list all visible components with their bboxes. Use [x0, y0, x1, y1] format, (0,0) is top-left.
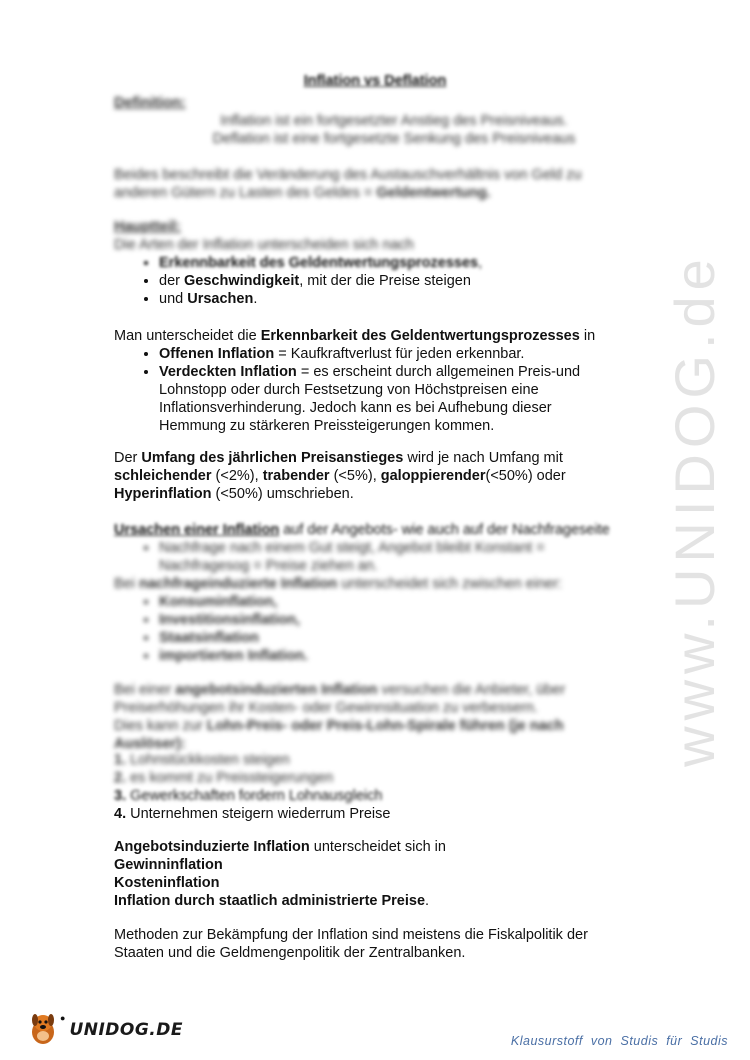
- demand-type-item: • Investitionsinflation,: [159, 611, 614, 629]
- types-item: • der Geschwindigkeit, mit der die Preise steigen: [159, 272, 614, 290]
- demand-intro: Bei nachfrageinduzierte Inflation unterscheidet sich zwischen einer:: [114, 576, 563, 592]
- supply-paragraph: Bei einer angebotsinduzierten Inflation versuchen die Anbieter, über Preiserhöhungen ihr Kosten- oder Gewinnsituation zu verbessern.: [114, 682, 566, 716]
- spiral-step: 4. Unternehmen steigern wiederrum Preise: [114, 806, 391, 822]
- recognizability-intro: Man unterscheidet die Erkennbarkeit des Geldentwertungsprozesses in: [114, 328, 596, 344]
- definition-heading: Definition:: [114, 95, 186, 111]
- supply-kind: Gewinninflation: [114, 857, 223, 873]
- demand-list: [114, 539, 614, 575]
- types-item: • Erkennbarkeit des Geldentwertungsprozesses,: [159, 254, 614, 272]
- unidog-logo: [26, 1010, 183, 1050]
- spiral-paragraph: Dies kann zur Lohn-Preis- oder Preis-Lohn-Spirale führen (je nach Auslöser):: [114, 718, 564, 752]
- both-bold: Geldentwertung.: [376, 185, 491, 201]
- types-list: [114, 254, 614, 308]
- spiral-step: 3. Gewerkschaften fordern Lohnausgleich: [114, 788, 383, 804]
- main-heading: Hauptteil:: [114, 219, 181, 235]
- demand-type-item: • Konsuminflation,: [159, 593, 614, 611]
- recognizability-item: • Verdeckten Inflation = es erscheint durch allgemeinen Preis-und Lohnstopp oder durch Festsetzung von Höchstpreisen eine Inflationsverhinderung. Jedoch kann es bei Aufhebung dieser Hemmung zu stärkeren Preissteigerungen kommen.: [159, 363, 599, 435]
- supply-split-section: [114, 838, 614, 910]
- spiral-step: 2. es kommt zu Preissteigerungen: [114, 770, 334, 786]
- spiral-steps: [114, 751, 534, 823]
- paw-icon: ●: [60, 1013, 66, 1023]
- causes-heading: Ursachen einer Inflation auf der Angebots- wie auch auf der Nachfrageseite: [114, 522, 610, 538]
- supply-section: [114, 681, 594, 753]
- recognizability-section: [114, 327, 634, 435]
- supply-split-intro: Angebotsinduzierte Inflation unterscheidet sich in: [114, 839, 446, 855]
- watermark-text: www.UNIDOG.de: [663, 253, 727, 767]
- supply-kind: Inflation durch staatlich administrierte Preise.: [114, 893, 430, 909]
- demand-item: • Nachfrage nach einem Gut steigt, Angebot bleibt Konstant = Nachfragesog = Preise ziehen an.: [159, 539, 579, 575]
- demand-type-item: • Staatsinflation: [159, 629, 614, 647]
- main-intro: Die Arten der Inflation unterscheiden sich nach: [114, 237, 414, 253]
- spiral-step: 1. Lohnstückkosten steigen: [114, 752, 290, 768]
- logo-text: UNIDOG.DE: [69, 1020, 183, 1040]
- types-item: • und Ursachen.: [159, 290, 614, 308]
- demand-types-list: [114, 593, 614, 665]
- both-paragraph: [114, 166, 609, 202]
- definition-section: [114, 94, 614, 148]
- footer-tagline: Klausurstoff von Studis für Studis: [510, 1034, 728, 1048]
- demand-type-item: • importierten Inflation.: [159, 647, 614, 665]
- demand-section: [114, 539, 614, 665]
- both-text: Beides beschreibt die Veränderung des Austauschverhältnis von Geld zu anderen Gütern zu Lasten des Geldes =: [114, 167, 582, 201]
- recognizability-list: [114, 345, 634, 435]
- definition-line-1: Inflation ist ein fortgesetzter Anstieg des Preisniveaus.: [220, 113, 568, 129]
- speed-paragraph: Der Umfang des jährlichen Preisanstieges wird je nach Umfang mit schleichender (<2%), trabender (<5%), galoppierender(<50%) oder Hyperinflation (<50%) umschrieben.: [114, 450, 566, 502]
- main-section: [114, 218, 614, 308]
- dog-mascot-icon: [26, 1010, 60, 1051]
- supply-kind: Kosteninflation: [114, 875, 220, 891]
- methods-paragraph: Methoden zur Bekämpfung der Inflation sind meistens die Fiskalpolitik der Staaten und die Geldmengenpolitik der Zentralbanken.: [114, 927, 588, 961]
- page-title: Inflation vs Deflation: [303, 73, 447, 89]
- recognizability-item: • Offenen Inflation = Kaufkraftverlust für jeden erkennbar.: [159, 345, 634, 363]
- watermark: [640, 253, 750, 767]
- definition-line-2: Deflation ist eine fortgesetzte Senkung des Preisniveaus: [212, 131, 576, 147]
